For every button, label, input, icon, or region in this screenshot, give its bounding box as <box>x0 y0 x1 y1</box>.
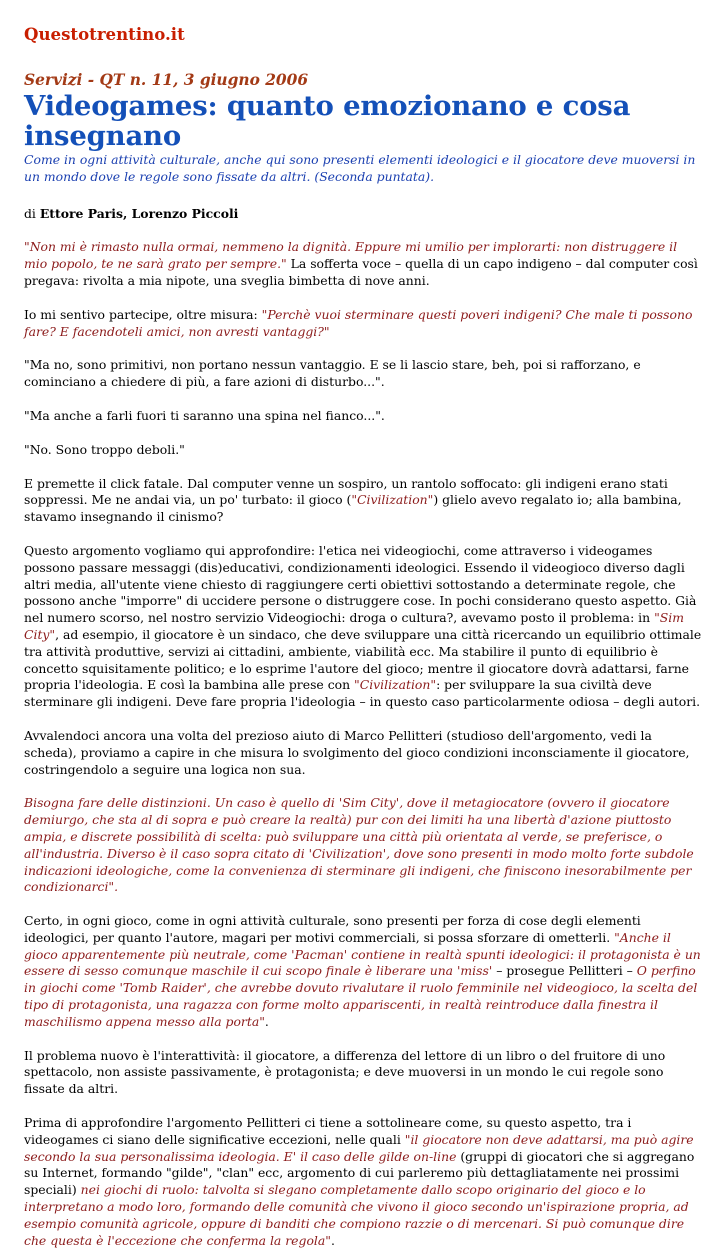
article-subtitle: Come in ogni attività culturale, anche qui sono presenti elementi ideologici e il giocatore deve muoversi in un mondo dove le regole sono fissate da altri. (Seconda puntata). <box>24 152 696 184</box>
quote: "Perchè vuoi sterminare questi poveri indigeni? Che male ti possono fare? E facendoteli amici, non avresti vantaggi?" <box>24 306 693 339</box>
text: , ad esempio, il giocatore è un sindaco, che deve sviluppare una città ricercando un equilibrio ottimale tra attività produttive, servizi ai cittadini, ambiente, viabilità ecc. Ma stabilire il punto di equilibrio è concetto squisitamente politico; e lo esprime l'autore del gioco; mentre il giocatore dovrà adattarsi, farne propria l'ideologia. E così la bambina alle prese con <box>24 626 702 693</box>
game-title: "Civilization" <box>354 677 437 693</box>
byline-prefix: di <box>24 205 36 221</box>
paragraph: Avvalendoci ancora una volta del prezioso aiuto di Marco Pellitteri (studioso dell'argomento, vedi la scheda), proviamo a capire in che misura lo svolgimento del gioco condizioni inconsciamente il giocatore, costringendolo a seguire una logica non sua. <box>24 727 690 777</box>
paragraph <box>24 307 703 341</box>
paragraph <box>24 543 703 711</box>
paragraph: Il problema nuovo è l'interattività: il giocatore, a differenza del lettore di un libro o del fruitore di uno spettacolo, non assiste passivamente, è protagonista; e deve muoversi in un mondo le cui regole sono fissate da altri. <box>24 1047 666 1097</box>
text: (gruppi di giocatori che si aggregano su Internet, formando "gilde", "clan" ecc, argomento di cui parleremo più dettagliatamente nei prossimi speciali) <box>24 1148 695 1198</box>
byline <box>24 206 703 223</box>
text: – prosegue Pellitteri – <box>492 963 637 979</box>
text: La sofferta voce – quella di un capo indigeno – dal computer così pregava: rivolta a mia nipote, una sveglia bimbetta di nove anni. <box>24 256 698 288</box>
text: : per sviluppare la sua civiltà deve sterminare gli indigeni. Deve fare propria l'ideologia – in questo caso particolarmente odiosa – degli autori. <box>24 677 701 710</box>
byline-authors: Ettore Paris, Lorenzo Piccoli <box>39 205 239 221</box>
game-title: "Sim City" <box>24 610 684 642</box>
paragraph <box>24 476 703 526</box>
text: Prima di approfondire l'argomento Pellitteri ci tiene a sottolineare come, su questo aspetto, tra i videogames ci siano delle significative eccezioni, nelle quali <box>24 1115 632 1147</box>
text: E premette il click fatale. Dal computer venne un sospiro, un rantolo soffocato: gli indigeni erano stati soppressi. Me ne andai via, un po' turbato: il gioco ( <box>24 475 668 508</box>
text: . <box>264 1013 269 1029</box>
game-title: "Civilization" <box>351 492 434 508</box>
quote: "Non mi è rimasto nulla ormai, nemmeno la dignità. Eppure mi umilio per implorarti: non distruggere il mio popolo, te ne sarà grato per sempre." <box>24 239 678 272</box>
paragraph: "Ma anche a farli fuori ti saranno una spina nel fianco...". <box>24 407 385 423</box>
paragraph <box>24 913 703 1031</box>
text: ) glielo avevo regalato io; alla bambina, stavamo insegnando il cinismo? <box>24 492 682 525</box>
text: . <box>330 1232 335 1248</box>
article-title: Videogames: quanto emozionano e cosa insegnano <box>24 90 631 152</box>
text: Io mi sentivo partecipe, oltre misura: <box>24 306 262 322</box>
paragraph-quote: Bisogna fare delle distinzioni. Un caso è quello di 'Sim City', dove il metagiocatore (ovvero il giocatore demiurgo, che sta al di sopra e può creare la realtà) pur con dei limiti ha una libertà d'azione piuttosto ampia, e discrete possibilità di scelta: può sviluppare una città più orientata al verde, se preferisce, o all'industria. Diverso è il caso sopra citato di 'Civilization', dove sono presenti in modo molto forte subdole indicazioni ideologiche, come la convenienza di sterminare gli indigeni, che finiscono inesorabilmente per condizionarci". <box>24 795 694 895</box>
quote: nei giochi di ruolo: talvolta si slegano completamente dallo scopo originario del gioco e lo interpretano a modo loro, formando delle comunità che vivono il gioco secondo un'ispirazione propria, ad esempio comunità agricole, oppure di banditi che compiono razzie o di mercenari. Si può comunque dire che questa è l'eccezione che conferma la regola" <box>24 1182 689 1248</box>
paragraph: "No. Sono troppo deboli." <box>24 441 185 457</box>
quote: "Anche il gioco apparentemente più neutrale, come 'Pacman' contiene in realtà spunti ideologici: il protagonista è un essere di sesso comunque maschile il cui scopo finale è liberare una 'miss' <box>24 929 701 979</box>
text: Questo argomento vogliamo qui approfondire: l'etica nei videogiochi, come attraverso i videogames possono passare messaggi (dis)educativi, condizionamenti ideologici. Essendo il videogioco diverso dagli altri media, all'utente viene chiesto di raggiungere certi obiettivi sottostando a determinate regole, che possono anche "imporre" di uccidere persone o distruggere cose. In pochi considerano questo aspetto. Già nel numero scorso, nel nostro servizio Videogiochi: droga o cultura?, avevamo posto il problema: in <box>24 542 697 626</box>
text: Certo, in ogni gioco, come in ogni attività culturale, sono presenti per forza di cose degli elementi ideologici, per quanto l'autore, magari per motivi commerciali, si possa sforzare di ometterli. <box>24 913 641 945</box>
site-name[interactable]: Questotrentino.it <box>24 24 185 44</box>
section-label: Servizi - QT n. 11, 3 giugno 2006 <box>24 71 309 89</box>
quote: "il giocatore non deve adattarsi, ma può agire secondo la sua personalissima ideologia. E' il caso delle gilde on-line <box>24 1131 694 1164</box>
paragraph <box>24 1115 703 1249</box>
paragraph <box>24 239 703 289</box>
quote: O perfino in giochi come 'Tomb Raider', che avrebbe dovuto rivalutare il ruolo femminile nel videogioco, la scelta del tipo di protagonista, una ragazza con forme molto appariscenti, in realtà reintroduce dalla finestra il maschilismo appena messo alla porta" <box>24 963 698 1029</box>
paragraph: "Ma no, sono primitivi, non portano nessun vantaggio. E se li lascio stare, beh, poi si rafforzano, e cominciano a chiedere di più, a fare azioni di disturbo...". <box>24 357 641 390</box>
